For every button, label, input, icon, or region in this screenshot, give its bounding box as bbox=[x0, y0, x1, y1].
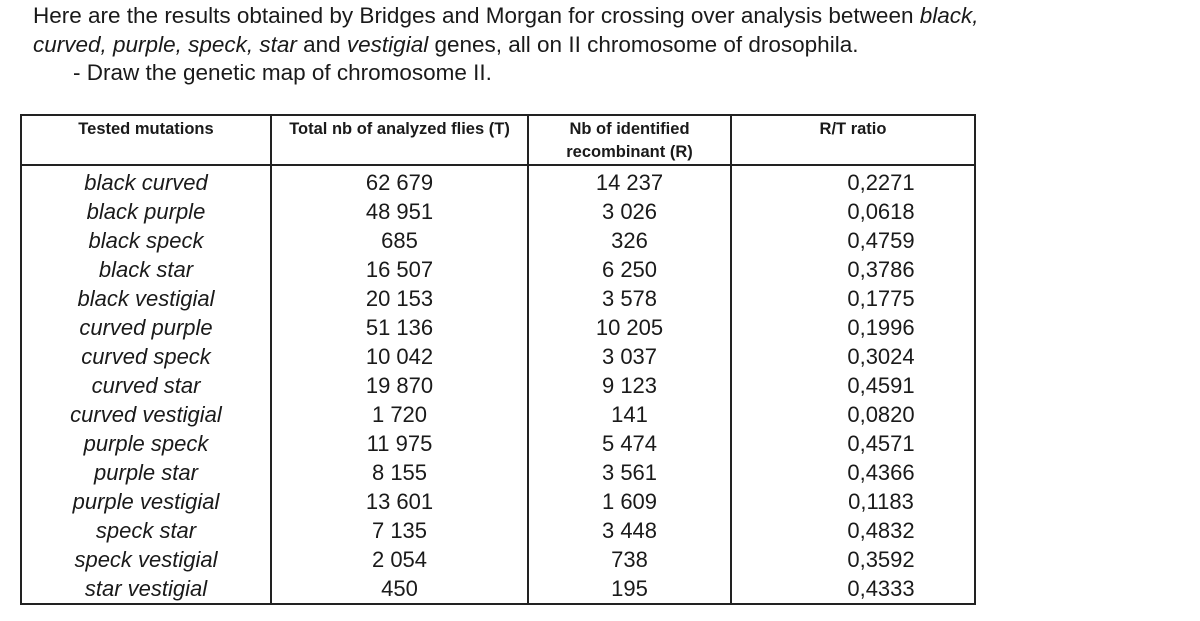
cell-ratio: 0,4366 bbox=[731, 458, 975, 487]
cell-total: 19 870 bbox=[271, 371, 528, 400]
cell-recombinant: 14 237 bbox=[528, 165, 731, 197]
cell-ratio: 0,3592 bbox=[731, 545, 975, 574]
table-row bbox=[21, 400, 975, 429]
gene-names: curved, purple, speck, star bbox=[33, 31, 297, 57]
table-row bbox=[21, 429, 975, 458]
cell-total: 62 679 bbox=[271, 165, 528, 197]
cell-recombinant: 326 bbox=[528, 226, 731, 255]
cell-ratio: 0,3024 bbox=[731, 342, 975, 371]
table-row bbox=[21, 284, 975, 313]
cell-mutations: purple vestigial bbox=[72, 489, 220, 514]
table-header-row bbox=[21, 115, 975, 165]
cell-recombinant: 1 609 bbox=[528, 487, 731, 516]
statement-line-1 bbox=[33, 2, 1133, 31]
table-row bbox=[21, 516, 975, 545]
cell-total: 450 bbox=[271, 574, 528, 604]
cell-mutations: curved vestigial bbox=[70, 402, 222, 427]
cell-mutations: black star bbox=[98, 257, 194, 282]
cell-ratio: 0,4832 bbox=[731, 516, 975, 545]
cell-total: 11 975 bbox=[271, 429, 528, 458]
statement-text: and bbox=[296, 31, 347, 57]
cell-mutations: purple star bbox=[94, 460, 198, 485]
cell-recombinant: 3 561 bbox=[528, 458, 731, 487]
cell-recombinant: 5 474 bbox=[528, 429, 731, 458]
cell-ratio: 0,3786 bbox=[731, 255, 975, 284]
table-row bbox=[21, 197, 975, 226]
header-tested-mutations: Tested mutations bbox=[21, 115, 271, 165]
cell-mutations: black curved bbox=[84, 170, 208, 195]
task-instruction: - Draw the genetic map of chromosome II. bbox=[73, 60, 492, 85]
cell-mutations: star vestigial bbox=[84, 576, 208, 601]
cell-ratio: 0,0618 bbox=[731, 197, 975, 226]
cell-recombinant: 195 bbox=[528, 574, 731, 604]
table-row bbox=[21, 342, 975, 371]
cell-recombinant: 10 205 bbox=[528, 313, 731, 342]
cell-mutations: speck star bbox=[95, 518, 197, 543]
cell-mutations: black speck bbox=[88, 228, 204, 253]
cell-ratio: 0,1183 bbox=[731, 487, 975, 516]
header-rt-ratio: R/T ratio bbox=[731, 115, 975, 165]
cell-mutations: curved speck bbox=[81, 344, 211, 369]
cell-total: 1 720 bbox=[271, 400, 528, 429]
cell-ratio: 0,4759 bbox=[731, 226, 975, 255]
cell-mutations: curved purple bbox=[79, 315, 213, 340]
cell-mutations: black vestigial bbox=[77, 286, 215, 311]
statement-line-2 bbox=[33, 31, 1133, 60]
header-recombinant-count: Nb of identified recombinant (R) bbox=[528, 115, 731, 165]
cell-recombinant: 738 bbox=[528, 545, 731, 574]
table-row bbox=[21, 458, 975, 487]
cell-ratio: 0,2271 bbox=[731, 165, 975, 197]
cell-ratio: 0,1996 bbox=[731, 313, 975, 342]
cell-total: 685 bbox=[271, 226, 528, 255]
table-row bbox=[21, 226, 975, 255]
gene-name: vestigial bbox=[346, 31, 429, 57]
cell-ratio: 0,0820 bbox=[731, 400, 975, 429]
exercise-statement bbox=[33, 2, 1133, 88]
crossing-over-results-table bbox=[20, 114, 976, 605]
cell-total: 10 042 bbox=[271, 342, 528, 371]
table-row bbox=[21, 165, 975, 197]
cell-ratio: 0,4591 bbox=[731, 371, 975, 400]
table-row bbox=[21, 371, 975, 400]
cell-recombinant: 3 578 bbox=[528, 284, 731, 313]
cell-mutations: speck vestigial bbox=[74, 547, 218, 572]
cell-recombinant: 141 bbox=[528, 400, 731, 429]
table-row bbox=[21, 313, 975, 342]
cell-total: 8 155 bbox=[271, 458, 528, 487]
table-row bbox=[21, 255, 975, 284]
table-row bbox=[21, 574, 975, 604]
cell-recombinant: 3 026 bbox=[528, 197, 731, 226]
cell-recombinant: 6 250 bbox=[528, 255, 731, 284]
table-row bbox=[21, 487, 975, 516]
cell-ratio: 0,4571 bbox=[731, 429, 975, 458]
statement-text: genes, all on II chromosome of drosophila. bbox=[428, 31, 859, 57]
cell-total: 16 507 bbox=[271, 255, 528, 284]
cell-total: 2 054 bbox=[271, 545, 528, 574]
cell-total: 48 951 bbox=[271, 197, 528, 226]
cell-total: 13 601 bbox=[271, 487, 528, 516]
cell-ratio: 0,1775 bbox=[731, 284, 975, 313]
gene-name: black, bbox=[919, 3, 979, 28]
cell-mutations: purple speck bbox=[83, 431, 209, 456]
cell-ratio: 0,4333 bbox=[731, 574, 975, 604]
header-total-flies: Total nb of analyzed flies (T) bbox=[271, 115, 528, 165]
cell-recombinant: 3 448 bbox=[528, 516, 731, 545]
table-row bbox=[21, 545, 975, 574]
cell-recombinant: 3 037 bbox=[528, 342, 731, 371]
cell-mutations: curved star bbox=[91, 373, 201, 398]
statement-text: Here are the results obtained by Bridges and Morgan for crossing over analysis between bbox=[33, 3, 920, 28]
cell-recombinant: 9 123 bbox=[528, 371, 731, 400]
cell-total: 20 153 bbox=[271, 284, 528, 313]
cell-mutations: black purple bbox=[86, 199, 206, 224]
cell-total: 7 135 bbox=[271, 516, 528, 545]
cell-total: 51 136 bbox=[271, 313, 528, 342]
